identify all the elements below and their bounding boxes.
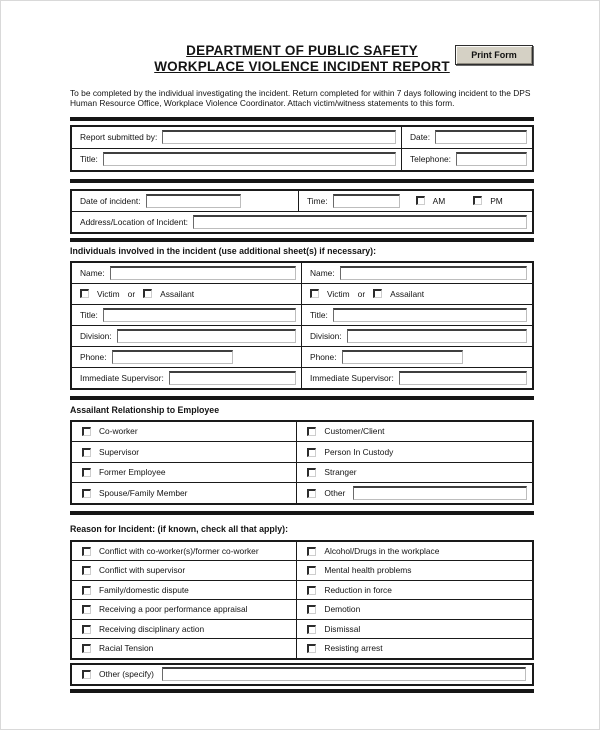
form-cell (72, 422, 297, 442)
form-cell (72, 347, 302, 367)
form-cell (72, 463, 297, 483)
relationship-customer-checkbox[interactable] (307, 427, 316, 436)
am-checkbox[interactable] (416, 196, 425, 205)
section-divider (70, 396, 534, 400)
report-title-input[interactable] (103, 152, 396, 166)
form-row (72, 211, 532, 232)
form-cell (302, 263, 532, 283)
person2-victim-label: Victim (327, 288, 350, 299)
relationship-supervisor-label: Supervisor (99, 446, 140, 457)
reason-demotion-checkbox[interactable] (307, 605, 316, 614)
form-row (72, 441, 532, 462)
section-divider (70, 689, 534, 693)
person2-supervisor-input[interactable] (399, 371, 527, 385)
person1-victim-checkbox[interactable] (80, 289, 89, 298)
form-cell (402, 149, 532, 170)
reason-alcohol-drugs-checkbox[interactable] (307, 547, 316, 556)
form-cell (297, 561, 532, 580)
form-cell (297, 542, 532, 561)
relationship-supervisor-checkbox[interactable] (82, 448, 91, 457)
form-cell (302, 284, 532, 304)
person2-phone-input[interactable] (342, 350, 464, 364)
form-cell (72, 442, 297, 462)
form-cell (72, 326, 302, 346)
person2-victim-checkbox[interactable] (310, 289, 319, 298)
report-submitted-by-input[interactable] (162, 130, 396, 144)
section-divider (70, 511, 534, 515)
form-cell (72, 581, 297, 600)
relationship-spouse-label: Spouse/Family Member (99, 487, 188, 498)
person1-assailant-checkbox[interactable] (143, 289, 152, 298)
relationship-heading: Assailant Relationship to Employee (70, 404, 220, 415)
reason-coworker-conflict-checkbox[interactable] (82, 547, 91, 556)
relationship-coworker-checkbox[interactable] (82, 427, 91, 436)
form-row (72, 580, 532, 600)
reason-poor-appraisal-label: Receiving a poor performance appraisal (99, 604, 248, 615)
reason-coworker-conflict-label: Conflict with co-worker(s)/former co-worker (99, 545, 259, 556)
person1-supervisor-label: Immediate Supervisor: (80, 372, 164, 383)
person2-division-label: Division: (310, 330, 342, 341)
form-cell (72, 149, 402, 170)
reason-dismissal-checkbox[interactable] (307, 625, 316, 634)
form-cell (72, 127, 402, 148)
reason-section (70, 540, 534, 660)
instructions-text: To be completed by the individual investigating the incident. Return completed for within 7 days following incident to the DPS Human Resource Office, Workplace Violence Coordinator. Attach victim/witness statements to this form. (70, 88, 531, 109)
relationship-custody-label: Person In Custody (324, 446, 394, 457)
incident-address-label: Address/Location of Incident: (80, 216, 189, 227)
form-row (72, 560, 532, 580)
person1-phone-input[interactable] (112, 350, 233, 364)
person1-assailant-label: Assailant (160, 288, 195, 299)
incident-date-label: Date of incident: (80, 195, 141, 206)
section-divider (70, 179, 534, 183)
form-cell (297, 442, 532, 462)
form-row (72, 346, 532, 367)
form-cell (402, 127, 532, 148)
person1-supervisor-input[interactable] (169, 371, 296, 385)
form-cell (299, 191, 532, 211)
relationship-other-label: Other (324, 487, 346, 498)
reason-racial-tension-checkbox[interactable] (82, 644, 91, 653)
person1-division-label: Division: (80, 330, 112, 341)
form-cell (72, 600, 297, 619)
form-row (72, 422, 532, 442)
form-cell (72, 212, 532, 232)
relationship-other-checkbox[interactable] (307, 489, 316, 498)
reason-resisting-arrest-label: Resisting arrest (324, 643, 383, 654)
person1-title-label: Title: (80, 309, 98, 320)
form-cell (72, 542, 297, 561)
form-row (72, 367, 532, 388)
form-row (72, 638, 532, 658)
reason-mental-health-checkbox[interactable] (307, 566, 316, 575)
form-row (72, 542, 532, 561)
incident-date-input[interactable] (146, 194, 241, 208)
reason-other-label: Other (specify) (99, 669, 154, 680)
form-row (72, 263, 532, 283)
print-form-button[interactable]: Print Form (455, 45, 533, 65)
person2-assailant-checkbox[interactable] (373, 289, 382, 298)
report-title-label: Title: (80, 154, 98, 165)
form-cell (72, 191, 299, 211)
form-cell (302, 305, 532, 325)
reason-family-dispute-checkbox[interactable] (82, 586, 91, 595)
individuals-section (70, 261, 534, 390)
form-row (72, 148, 532, 170)
telephone-input[interactable] (456, 152, 527, 166)
person1-division-input[interactable] (117, 329, 296, 343)
reason-disciplinary-action-checkbox[interactable] (82, 625, 91, 634)
reason-mental-health-label: Mental health problems (324, 565, 412, 576)
form-cell (297, 483, 532, 503)
or-label: or (127, 288, 136, 299)
person2-title-input[interactable] (333, 308, 527, 322)
report-info-section (70, 125, 534, 172)
pm-label: PM (490, 195, 503, 206)
form-cell (297, 581, 532, 600)
form-cell (302, 347, 532, 367)
reason-reduction-force-checkbox[interactable] (307, 586, 316, 595)
form-cell (297, 463, 532, 483)
form-cell (72, 639, 297, 658)
form-cell (297, 620, 532, 639)
form-cell (72, 284, 302, 304)
relationship-former-employee-checkbox[interactable] (82, 468, 91, 477)
form-cell (72, 620, 297, 639)
person2-name-input[interactable] (340, 266, 527, 280)
person1-victim-label: Victim (97, 288, 120, 299)
reason-demotion-label: Demotion (324, 604, 361, 615)
person1-name-label: Name: (80, 267, 105, 278)
person2-name-label: Name: (310, 267, 335, 278)
incident-time-label: Time: (307, 195, 328, 206)
reason-family-dispute-label: Family/domestic dispute (99, 584, 189, 595)
form-cell (72, 368, 302, 388)
form-row (72, 619, 532, 639)
reason-other-row (70, 663, 534, 686)
reason-resisting-arrest-checkbox[interactable] (307, 644, 316, 653)
form-cell (302, 368, 532, 388)
page-subtitle: WORKPLACE VIOLENCE INCIDENT REPORT (154, 59, 450, 74)
reason-supervisor-conflict-checkbox[interactable] (82, 566, 91, 575)
person2-assailant-label: Assailant (390, 288, 425, 299)
form-row (72, 127, 532, 148)
reason-other-input[interactable] (162, 667, 526, 681)
reason-heading: Reason for Incident: (if known, check all that apply): (70, 523, 288, 534)
relationship-customer-label: Customer/Client (324, 426, 385, 437)
relationship-section (70, 420, 534, 505)
person1-name-input[interactable] (110, 266, 296, 280)
reason-racial-tension-label: Racial Tension (99, 643, 154, 654)
incident-address-input[interactable] (193, 215, 527, 229)
form-row (72, 599, 532, 619)
person2-title-label: Title: (310, 309, 328, 320)
form-cell (297, 600, 532, 619)
person2-supervisor-label: Immediate Supervisor: (310, 372, 394, 383)
form-row (72, 304, 532, 325)
section-divider (70, 238, 534, 242)
form-cell (302, 326, 532, 346)
incident-info-section (70, 189, 534, 234)
page-title: DEPARTMENT OF PUBLIC SAFETY (186, 43, 418, 58)
person1-phone-label: Phone: (80, 351, 107, 362)
person1-title-input[interactable] (103, 308, 296, 322)
form-cell (297, 639, 532, 658)
relationship-former-employee-label: Former Employee (99, 467, 166, 478)
section-divider (70, 117, 534, 121)
form-cell (72, 483, 297, 503)
individuals-heading: Individuals involved in the incident (use additional sheet(s) if necessary): (70, 245, 377, 256)
form-row (72, 482, 532, 503)
relationship-stranger-label: Stranger (324, 467, 357, 478)
relationship-stranger-checkbox[interactable] (307, 468, 316, 477)
reason-poor-appraisal-checkbox[interactable] (82, 605, 91, 614)
form-cell (72, 263, 302, 283)
form-row (72, 191, 532, 211)
form-cell (72, 305, 302, 325)
person2-phone-label: Phone: (310, 351, 337, 362)
am-label: AM (432, 195, 446, 206)
reason-disciplinary-action-label: Receiving disciplinary action (99, 623, 205, 634)
form-cell (297, 422, 532, 442)
relationship-coworker-label: Co-worker (99, 426, 138, 437)
report-date-label: Date: (410, 132, 431, 143)
form-row (72, 325, 532, 346)
reason-reduction-force-label: Reduction in force (324, 584, 392, 595)
pm-checkbox[interactable] (473, 196, 482, 205)
relationship-other-input[interactable] (353, 486, 527, 500)
relationship-custody-checkbox[interactable] (307, 448, 316, 457)
form-row (72, 462, 532, 483)
or-label: or (357, 288, 366, 299)
form-row (72, 283, 532, 304)
form-content (70, 1, 534, 693)
reason-alcohol-drugs-label: Alcohol/Drugs in the workplace (324, 545, 440, 556)
telephone-label: Telephone: (410, 154, 451, 165)
person2-division-input[interactable] (347, 329, 527, 343)
reason-supervisor-conflict-label: Conflict with supervisor (99, 565, 186, 576)
incident-time-input[interactable] (333, 194, 400, 208)
form-cell (72, 561, 297, 580)
report-date-input[interactable] (435, 130, 527, 144)
reason-dismissal-label: Dismissal (324, 623, 361, 634)
relationship-spouse-checkbox[interactable] (82, 489, 91, 498)
report-submitted-by-label: Report submitted by: (80, 132, 158, 143)
reason-other-checkbox[interactable] (82, 670, 91, 679)
